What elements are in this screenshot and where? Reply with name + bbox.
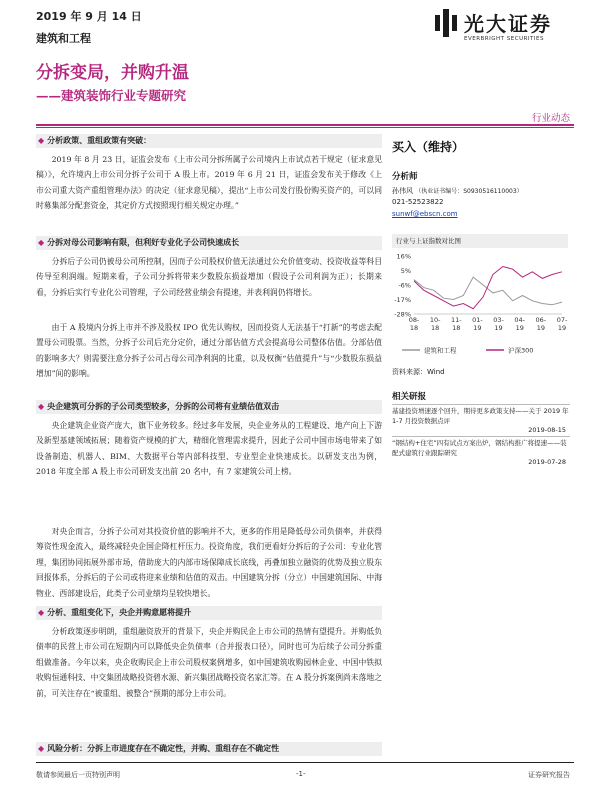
- rating: 买入（维持）: [392, 140, 465, 154]
- logo-text-en: EVERBRIGHT SECURITIES: [464, 36, 544, 42]
- header-rule-thin: [36, 127, 574, 128]
- x-tick-label: 06-19: [535, 316, 547, 332]
- company-logo: [434, 6, 574, 46]
- logo-text-cn: 光大证券: [464, 12, 552, 36]
- report-date: 2019 年 9 月 14 日: [36, 10, 142, 23]
- x-tick-label: 08-18: [408, 316, 420, 332]
- header-rule: [36, 124, 574, 126]
- footer-rule: [36, 762, 574, 763]
- footer-disclaimer: 敬请参阅最后一页特别声明: [36, 771, 120, 779]
- report-title: 分拆变局，并购升温: [36, 63, 189, 83]
- x-tick-label: 03-19: [493, 316, 504, 332]
- diamond-icon: ◆: [38, 744, 45, 753]
- y-tick-label: -28%: [394, 310, 411, 319]
- paragraph: 分拆后子公司仍被母公司所控制，因而子公司股权价值无法通过公允价值变动、投资收益等科目传导至利润端。短期来看，子公司分拆将带来少数股东损益增加（假设子公司利润为正）；长期来看，分拆后实行专业化公司管理，子公司经营业绩会有提速，并表利润仍将增长。: [36, 257, 382, 297]
- related-report-date: 2019-08-15: [528, 426, 566, 434]
- page-number: -1-: [296, 770, 306, 778]
- diamond-icon: ◆: [38, 136, 45, 145]
- divider: [392, 404, 570, 405]
- comparison-chart: [388, 250, 568, 378]
- section-heading: ◆ 风险分析：分拆上市进度存在不确定性，并购、重组存在不确定性: [36, 742, 382, 756]
- analyst-phone: 021-52523822: [392, 198, 444, 206]
- paragraph: 2019 年 8 月 23 日，证监会发布《上市公司分拆所属子公司境内上市试点若干规定（征求意见稿）》，允许境内上市公司分拆子公司于 A 股上市。2019 年 6 月 21 日，证监会发布关于修改《上市公司重大资产重组管理办法》的决定（征求意见稿），提出“上市公司发行股份购买资产的，可以同时募集部分配套资金，其定价方式按照现行相关规定办理。”: [36, 155, 382, 211]
- related-report-link[interactable]: 基建投资增速逐个回升，期待更多政策支持——关于 2019 年 1-7 月投资数据点评: [392, 407, 569, 425]
- x-tick-label: 01-19: [472, 316, 483, 332]
- diamond-icon: ◆: [38, 238, 45, 247]
- y-tick-label: -17%: [394, 296, 411, 304]
- section-heading: ◆ 分析、重组变化下，央企并购意愿将提升: [36, 606, 382, 620]
- x-tick-label: 11-18: [450, 316, 462, 332]
- analyst-name: 孙伟风 （执业证书编号：S0930516110003）: [392, 187, 523, 195]
- y-tick-label: 16%: [396, 252, 411, 261]
- divider: [392, 436, 570, 437]
- report-subtitle: ——建筑装饰行业专题研究: [36, 88, 187, 103]
- analyst-email-link[interactable]: sunwf@ebscn.com: [392, 210, 458, 218]
- paragraph: 央企建筑企业资产庞大，旗下业务较多。经过多年发展，央企业务从的工程建设、地产向上下游及新型基建领域拓展；随着资产规模的扩大，精细化管理需求提升，因此子公司中国市场电带来了如设备制造、机器人、BIM、大数据平台等内部科技型、专业型企业快速成长。以研发支出为例，2018 年度全部 A 股上市公司研发支出前 20 名中，有 7 家建筑公司上榜。: [36, 421, 382, 477]
- x-tick-label: 04-19: [514, 316, 526, 332]
- section-heading: ◆ 分析政策、重组政策有突破：: [36, 134, 382, 148]
- footer-report-type: 证券研究报告: [528, 771, 570, 779]
- series-line: [414, 277, 562, 305]
- related-report-date: 2019-07-28: [528, 458, 566, 466]
- paragraph: 由于 A 股境内分拆上市并不涉及股权 IPO 优先认购权，因而投资人无法基于“打新”的考虑去配置母公司股票。当然，分拆子公司后充分定价，通过分部估值方式会提高母公司整体估值。分部估值的影响多大？则需要注意分拆子公司占母公司净利润的比重，以及权衡“估值提升”与“少数股东损益增加”间的影响。: [36, 323, 382, 379]
- chart-source: 资料来源：Wind: [392, 368, 445, 376]
- y-tick-label: -6%: [398, 281, 411, 290]
- industry-label: 建筑和工程: [36, 32, 91, 45]
- section-heading: ◆ 央企建筑可分拆的子公司类型较多，分拆的公司将有业绩估值双击: [36, 400, 382, 414]
- legend-label: 沪深300: [508, 346, 534, 355]
- paragraph: 对央企而言，分拆子公司对其投资价值的影响并不大，更多的作用是降低母公司负债率，并获得筹资性现金流入，最终减轻央企国企降杠杆压力。投资角度，我们更看好分拆后的子公司：专业化管理，集团协同拓展外部市场，借助庞大的内部市场保障成长底线，再叠加独立融资的优势及独立股东回报体系，分拆后的子公司或将迎来业绩和估值的双击。中国建筑分拆（分立）中国建筑国际、中海物业、西部建设后，此类子公司业绩均呈较快增长。: [36, 527, 382, 598]
- diamond-icon: ◆: [38, 608, 45, 617]
- y-tick-label: 5%: [400, 267, 411, 275]
- related-report-link[interactable]: “钢结构+住宅”四有试点方案出炉，钢结构推广将提速——装配式建筑行业跟踪研究: [392, 439, 567, 457]
- report-type-tag: 行业动态: [531, 113, 570, 124]
- x-tick-label: 07-19: [556, 316, 568, 332]
- analyst-heading: 分析师: [392, 172, 418, 182]
- chart-heading: 行业与上证指数对比图: [392, 234, 568, 248]
- related-heading: 相关研报: [392, 392, 427, 402]
- x-tick-label: 10-18: [429, 316, 441, 332]
- section-heading: ◆ 分拆对母公司影响有限，但利好专业化子公司快速成长: [36, 236, 382, 250]
- legend-label: 建筑和工程: [424, 346, 457, 355]
- logo-mark-icon: [434, 8, 458, 38]
- paragraph: 分析政策逐步明朗，重组融资放开的背景下，央企并购民企上市公司的热情有望提升。并购低负债率的民营上市公司在短期内可以降低央企负债率（合并报表口径），同时也可为后续子公司分拆重组做准备。今年以来，央企收购民企上市公司股权案例增多，如中国建筑收购园林企业、中国中铁拟收购恒通科技、中交集团战略投资碧水源、新兴集团战略投资名家汇等。在 A 股分拆案例尚未落地之前，可关注存在“被重组、被整合”预期的部分上市公司。: [36, 627, 382, 698]
- diamond-icon: ◆: [38, 402, 45, 411]
